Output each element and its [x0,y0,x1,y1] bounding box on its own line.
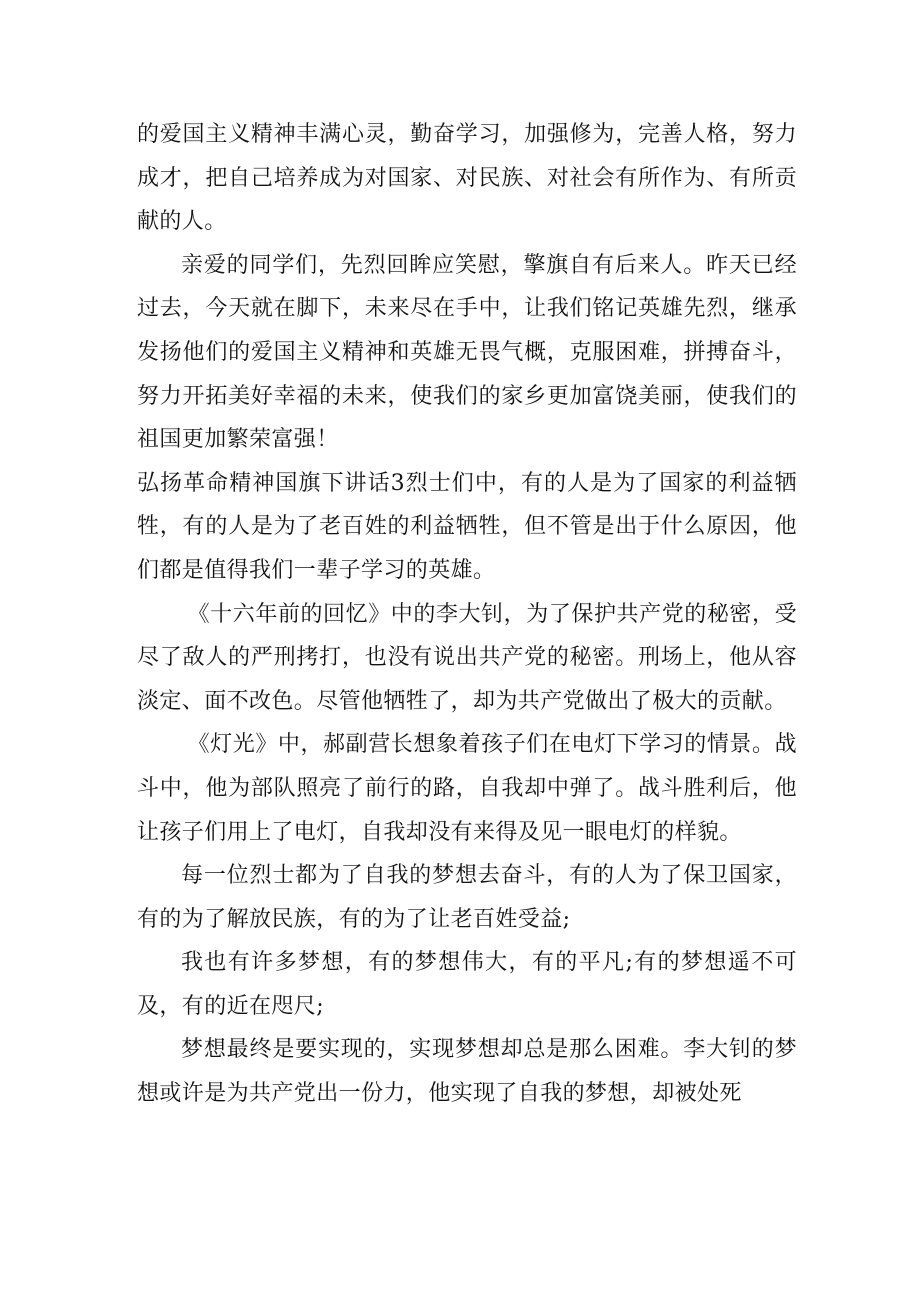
document-body [137,113,797,1116]
paragraph-6: 每一位烈士都为了自我的梦想去奋斗，有的人为了保卫国家，有的为了解放民族，有的为了让老百姓受益; [137,863,797,932]
paragraph-3: 弘扬革命精神国旗下讲话3烈士们中，有的人是为了国家的利益牺牲，有的人是为了老百姓的利益牺牲，但不管是出于什么原因，他们都是值得我们一辈子学习的英雄。 [137,470,797,583]
paragraph-2: 亲爱的同学们，先烈回眸应笑慰，擎旗自有后来人。昨天已经过去，今天就在脚下，未来尽在手中，让我们铭记英雄先烈，继承发扬他们的爱国主义精神和英雄无畏气概，克服困难，拼搏奋斗，努力开拓美好幸福的未来，使我们的家乡更加富饶美丽，使我们的祖国更加繁荣富强！ [137,252,797,453]
paragraph-5: 《灯光》中，郝副营长想象着孩子们在电灯下学习的情景。战斗中，他为部队照亮了前行的路，自我却中弹了。战斗胜利后，他让孩子们用上了电灯，自我却没有来得及见一眼电灯的样貌。 [137,732,797,845]
paragraph-8: 梦想最终是要实现的，实现梦想却总是那么困难。李大钊的梦想或许是为共产党出一份力，他实现了自我的梦想，却被处死 [137,1037,797,1107]
paragraph-1: 的爱国主义精神丰满心灵，勤奋学习，加强修为，完善人格，努力成才，把自己培养成为对国家、对民族、对社会有所作为、有所贡献的人。 [137,122,797,235]
paragraph-4: 《十六年前的回忆》中的李大钊，为了保护共产党的秘密，受尽了敌人的严刑拷打，也没有说出共产党的秘密。刑场上，他从容淡定、面不改色。尽管他牺牲了，却为共产党做出了极大的贡献。 [137,601,797,714]
paragraph-7: 我也有许多梦想，有的梦想伟大，有的平凡;有的梦想遥不可及，有的近在咫尺; [137,950,797,1019]
